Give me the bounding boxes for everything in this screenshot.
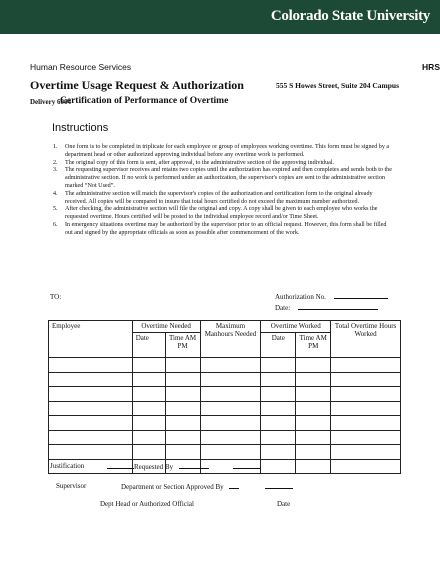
dept-approved-date-line[interactable]	[265, 482, 293, 489]
table-cell[interactable]	[296, 416, 331, 431]
worked-time-header: Time AM PM	[296, 333, 331, 358]
list-number: 4.	[53, 190, 58, 197]
list-number: 2.	[53, 159, 58, 166]
form-address: 555 S Howes Street, Suite 204 Campus	[276, 81, 399, 90]
authorization-number-line[interactable]	[334, 293, 388, 299]
instructions-heading: Instructions	[52, 122, 109, 134]
hrs-tag: HRS	[422, 62, 440, 72]
authorization-date-line[interactable]	[298, 304, 378, 310]
table-cell[interactable]	[296, 358, 331, 373]
list-text: After checking, the administrative section will file the original and copy. A copy shall be given to each employee who works the requested overtime. Hours certified will be posted to the individual employee record and/or Time Sheet.	[65, 206, 378, 221]
table-cell[interactable]	[200, 430, 261, 445]
table-cell[interactable]	[132, 445, 165, 460]
table-cell[interactable]	[132, 372, 165, 387]
needed-date-header: Date	[132, 333, 165, 358]
table-cell[interactable]	[200, 372, 261, 387]
table-cell[interactable]	[49, 372, 133, 387]
header-banner	[0, 0, 440, 34]
table-cell[interactable]	[331, 445, 401, 460]
list-text: The original copy of this form is sent, after approval, to the administrative section of the approving individual.	[65, 159, 335, 166]
table-cell[interactable]	[331, 416, 401, 431]
dept-approved-label: Department or Section Approved By	[121, 483, 224, 491]
employee-header: Employee	[49, 321, 133, 358]
authorization-number-field[interactable]	[275, 293, 388, 301]
list-text: The requesting supervisor receives and retains two copies until the authorization has expired and then completes and sends both to the administrative section. If no work is performed under an authorization, the supervisor's copies are sent to the administrative section marked “Not Used”.	[65, 167, 392, 189]
table-cell[interactable]	[331, 430, 401, 445]
table-cell[interactable]	[165, 372, 200, 387]
table-cell[interactable]	[49, 358, 133, 373]
maximum-manhours-header: Maximum Manhours Needed	[200, 321, 261, 358]
list-item	[53, 191, 393, 207]
department-name: Human Resource Services	[30, 62, 132, 72]
table-cell[interactable]	[165, 387, 200, 402]
requested-by-label: Requested By	[134, 463, 174, 471]
overtime-table	[48, 320, 401, 474]
table-cell[interactable]	[165, 416, 200, 431]
authorization-date-label: Date:	[275, 304, 291, 312]
table-cell[interactable]	[200, 358, 261, 373]
table-cell[interactable]	[331, 372, 401, 387]
justification-line[interactable]	[107, 462, 134, 469]
form-title: Overtime Usage Request & Authorization	[30, 78, 244, 92]
table-row	[49, 387, 401, 402]
table-cell[interactable]	[165, 430, 200, 445]
to-label: TO:	[50, 293, 62, 301]
table-cell[interactable]	[331, 358, 401, 373]
table-cell[interactable]	[165, 358, 200, 373]
form-subtitle: Certification of Performance of Overtime	[60, 96, 229, 106]
overtime-needed-header: Overtime Needed	[132, 321, 200, 333]
table-cell[interactable]	[331, 459, 401, 474]
table-row	[49, 445, 401, 460]
list-text: One form is to be completed in triplicate for each employee or group of employees working overtime. This form must be signed by a department head or other authorized approving individual before any overtime work is performed.	[65, 144, 390, 158]
dept-head-date-label: Date	[277, 500, 291, 508]
table-row	[49, 416, 401, 431]
table-cell[interactable]	[261, 416, 296, 431]
table-cell[interactable]	[296, 430, 331, 445]
table-cell[interactable]	[331, 387, 401, 402]
list-number: 5.	[53, 206, 58, 213]
authorization-number-label: Authorization No.	[275, 293, 326, 301]
delivery-code: Delivery 6004	[30, 98, 72, 106]
list-text: In emergency situations overtime may be authorized by the supervisor prior to an official request. However, this form shall be filled out and signed by the appropriate officials as soon as possible after commencement of the work.	[65, 221, 387, 236]
dept-approved-line[interactable]	[229, 482, 239, 489]
authorization-date-field[interactable]	[275, 304, 378, 312]
table-cell[interactable]	[132, 387, 165, 402]
table-cell[interactable]	[261, 459, 296, 474]
list-item	[53, 160, 393, 168]
table-cell[interactable]	[132, 358, 165, 373]
table-cell[interactable]	[200, 401, 261, 416]
table-cell[interactable]	[165, 401, 200, 416]
table-row	[49, 430, 401, 445]
worked-date-header: Date	[261, 333, 296, 358]
table-cell[interactable]	[132, 416, 165, 431]
table-cell[interactable]	[261, 387, 296, 402]
instructions-list	[53, 144, 393, 238]
table-cell[interactable]	[261, 445, 296, 460]
list-item	[53, 206, 393, 222]
table-cell[interactable]	[296, 401, 331, 416]
overtime-worked-header: Overtime Worked	[261, 321, 331, 333]
table-cell[interactable]	[165, 445, 200, 460]
table-cell[interactable]	[296, 459, 331, 474]
table-cell[interactable]	[296, 445, 331, 460]
table-cell[interactable]	[261, 372, 296, 387]
requested-date-line[interactable]	[233, 462, 261, 469]
table-cell[interactable]	[49, 401, 133, 416]
table-cell[interactable]	[200, 387, 261, 402]
list-item	[53, 222, 393, 238]
list-text: The administrative section will match the supervisor's copies of the authorization and certification form to the original already received. All copies will be compared to insure that total hours certified do not exceed the maximum number authorized.	[65, 190, 373, 205]
total-overtime-header: Total Overtime Hours Worked	[331, 321, 401, 358]
table-cell[interactable]	[132, 430, 165, 445]
list-number: 1.	[53, 144, 58, 150]
table-header-row	[49, 321, 401, 333]
table-cell[interactable]	[331, 401, 401, 416]
list-number: 3.	[53, 167, 58, 174]
table-cell[interactable]	[49, 416, 133, 431]
table-cell[interactable]	[132, 401, 165, 416]
dept-head-label: Dept Head or Authorized Official	[100, 500, 194, 508]
requested-by-field[interactable]	[107, 462, 261, 471]
table-cell[interactable]	[200, 416, 261, 431]
requested-by-line[interactable]	[179, 462, 209, 469]
university-name: Colorado State University	[270, 8, 430, 24]
table-cell[interactable]	[296, 387, 331, 402]
table-cell[interactable]	[261, 401, 296, 416]
list-item	[53, 167, 393, 190]
list-number: 6.	[53, 221, 58, 228]
table-cell[interactable]	[200, 445, 261, 460]
justification-label: Justification	[50, 462, 85, 470]
table-cell[interactable]	[261, 358, 296, 373]
table-cell[interactable]	[49, 430, 133, 445]
table-row	[49, 358, 401, 373]
dept-approved-field[interactable]	[121, 482, 293, 491]
table-row	[49, 372, 401, 387]
supervisor-label: Supervisor	[56, 482, 87, 490]
table-cell[interactable]	[261, 430, 296, 445]
table-row	[49, 401, 401, 416]
table-cell[interactable]	[296, 372, 331, 387]
table-cell[interactable]	[49, 445, 133, 460]
needed-time-header: Time AM PM	[165, 333, 200, 358]
list-item	[53, 144, 393, 160]
table-cell[interactable]	[49, 387, 133, 402]
